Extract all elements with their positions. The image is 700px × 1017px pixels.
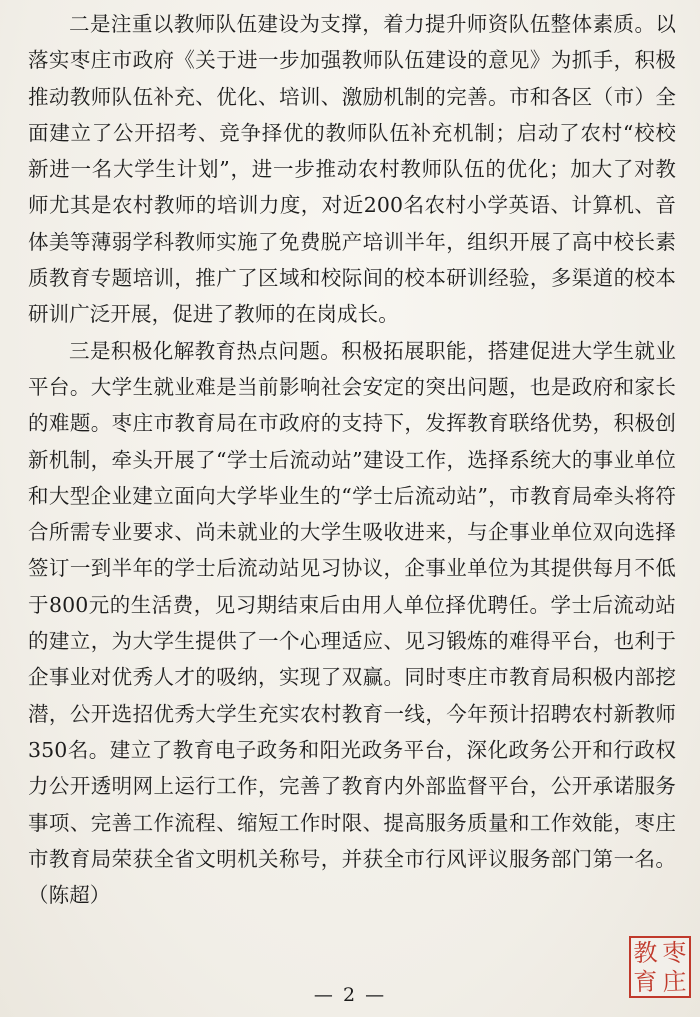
seal-char: 枣 [662, 938, 687, 967]
seal-char: 庄 [662, 967, 687, 996]
zaozhuang-education-seal [629, 936, 691, 998]
seal-char: 教 [633, 938, 658, 967]
page-number: — 2 — [313, 984, 387, 1006]
seal-char: 育 [633, 967, 658, 996]
paragraph-education-hotspots: 三是积极化解教育热点问题。积极拓展职能，搭建促进大学生就业平台。大学生就业难是当前影响社会安定的突出问题，也是政府和家长的难题。枣庄市教育局在市政府的支持下，发挥教育联络优势，积极创新机制，牵头开展了“学士后流动站”建设工作，选择系统大的事业单位和大型企业建立面向大学毕业生的“学士后流动站”，市教育局牵头将符合所需专业要求、尚未就业的大学生吸收进来，与企事业单位双向选择签订一到半年的学士后流动站见习协议，企事业单位为其提供每月不低于800元的生活费，见习期结束后由用人单位择优聘任。学士后流动站的建立，为大学生提供了一个心理适应、见习锻炼的难得平台，也利于企事业对优秀人才的吸纳，实现了双赢。同时枣庄市教育局积极内部挖潜，公开选招优秀大学生充实农村教育一线，今年预计招聘农村新教师350名。建立了教育电子政务和阳光政务平台，深化政务公开和行政权力公开透明网上运行工作，完善了教育内外部监督平台，公开承诺服务事项、完善工作流程、缩短工作时限、提高服务质量和工作效能，枣庄市教育局荣获全省文明机关称号，并获全市行风评议服务部门第一名。（陈超） [28, 338, 676, 908]
article-body [28, 6, 676, 913]
paragraph-teacher-team: 二是注重以教师队伍建设为支撑，着力提升师资队伍整体素质。以落实枣庄市政府《关于进一步加强教师队伍建设的意见》为抓手，积极推动教师队伍补充、优化、培训、激励机制的完善。市和各区（市）全面建立了公开招考、竞争择优的教师队伍补充机制；启动了农村“校校新进一名大学生计划”，进一步推动农村教师队伍的优化；加大了对教师尤其是农村教师的培训力度，对近200名农村小学英语、计算机、音体美等薄弱学科教师实施了免费脱产培训半年，组织开展了高中校长素质教育专题培训，推广了区域和校际间的校本研训经验，多渠道的校本研训广泛开展，促进了教师的在岗成长。 [28, 12, 676, 327]
